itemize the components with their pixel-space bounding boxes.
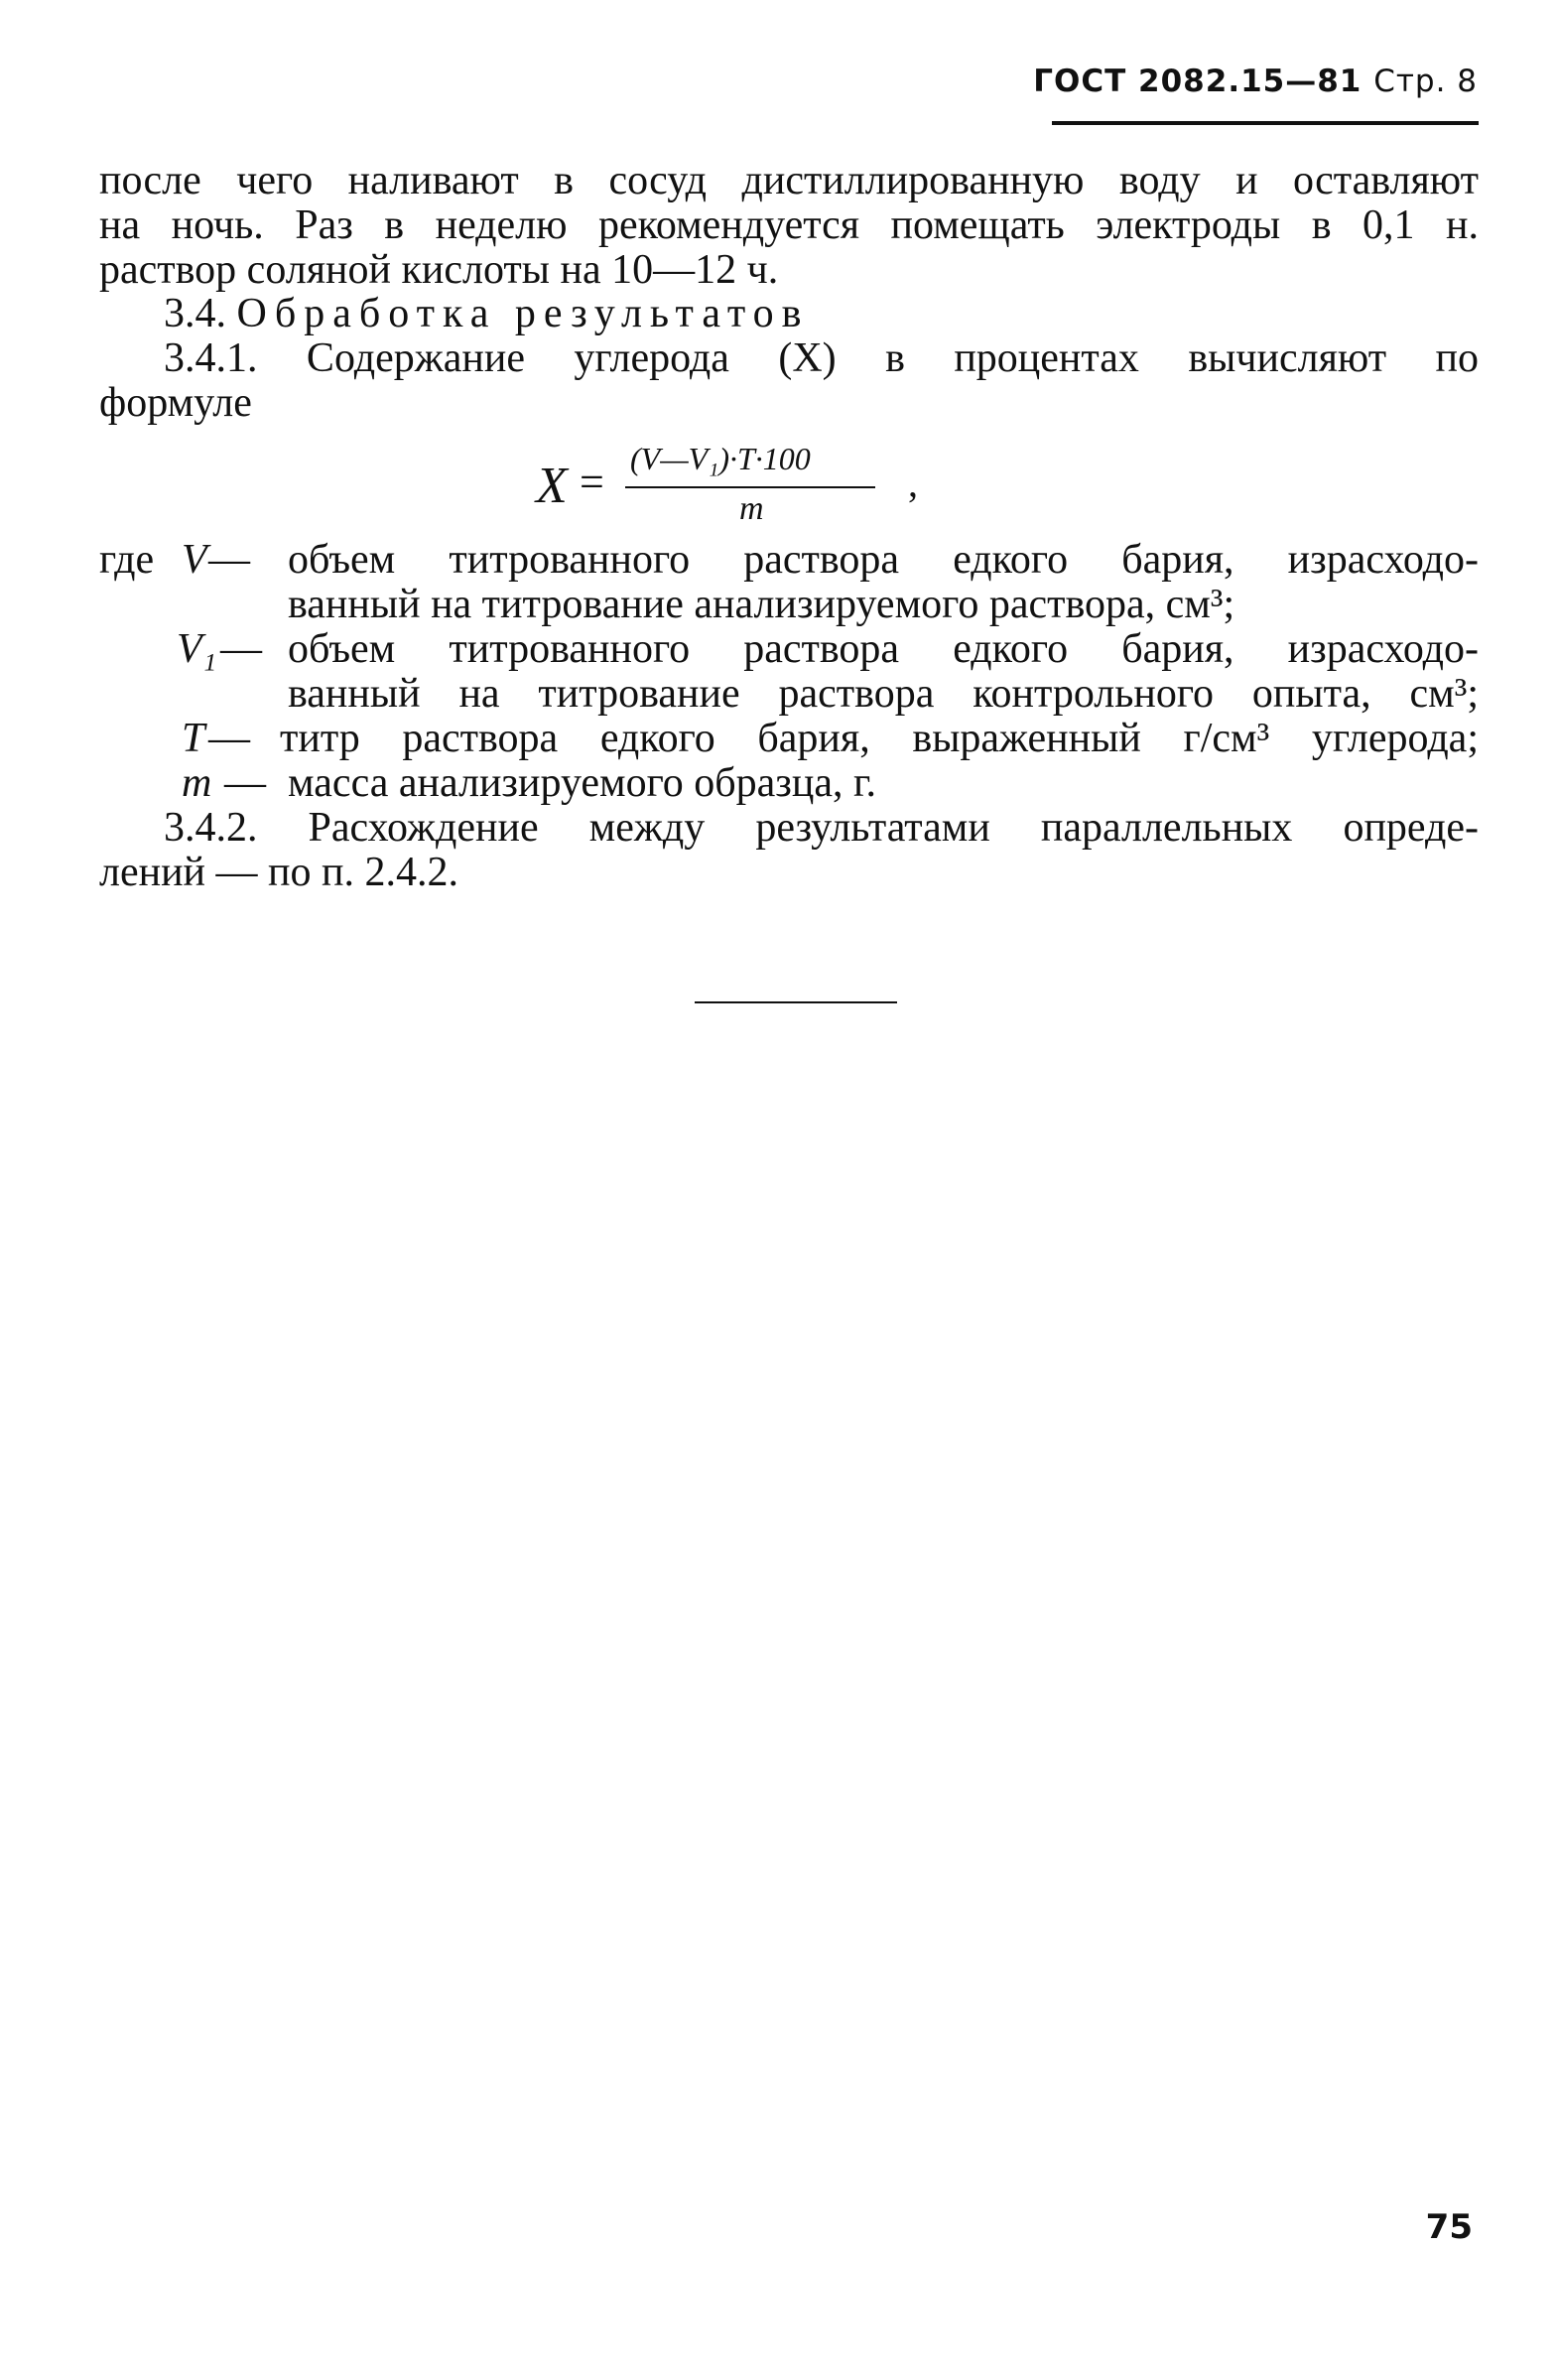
def-dash: — (208, 716, 250, 761)
def-v1-line-1: объем титрованного раствора едкого бария, израсходо- (288, 626, 1479, 672)
def-symbol-m: m (182, 760, 212, 806)
formula-denominator: m (739, 490, 764, 527)
def-v-line-2: ванный на титрование анализируемого раствора, см³; (288, 582, 1235, 627)
clause-3-4-2-line-1: 3.4.2. Расхождение между результатами параллельных опреде- (164, 805, 1479, 851)
formula-trailing-comma: , (908, 461, 918, 505)
fraction-bar (625, 486, 875, 488)
standard-code: ГОСТ 2082.15—81 (1033, 64, 1362, 99)
page-label: Стр. 8 (1373, 64, 1478, 99)
clause-3-4-2-line-2: лений — по п. 2.4.2. (99, 850, 458, 895)
paragraph-line-2: на ночь. Раз в неделю рекомендуется помещать электроды в 0,1 н. (99, 202, 1479, 248)
formula-equals: = (580, 458, 604, 506)
clause-3-4-1-line-2: формуле (99, 380, 252, 426)
def-symbol-v: V (182, 537, 207, 583)
section-title: Обработка результатов (236, 291, 810, 336)
def-symbol-v1: V₁ (177, 626, 217, 672)
header-rule (1052, 121, 1479, 125)
paragraph-line-3: раствор соляной кислоты на 10—12 ч. (99, 247, 779, 293)
section-number: 3.4. (164, 291, 226, 336)
def-v1-line-2: ванный на титрование раствора контрольного опыта, см³; (288, 671, 1479, 717)
where-label: где (99, 537, 155, 583)
def-m-line-1: масса анализируемого образца, г. (288, 760, 877, 806)
def-v-line-1: объем титрованного раствора едкого бария, израсходо- (288, 537, 1479, 583)
section-heading (164, 292, 810, 335)
def-dash: — (220, 626, 262, 672)
def-dash: — (208, 537, 250, 583)
def-t-line-1: титр раствора едкого бария, выраженный г/см³ углерода; (280, 716, 1479, 761)
clause-3-4-1-line-1: 3.4.1. Содержание углерода (X) в процентах вычисляют по (164, 335, 1479, 381)
def-dash: — (224, 760, 266, 806)
section-end-rule (695, 1001, 897, 1003)
running-header (1033, 64, 1478, 99)
page-number: 75 (1425, 2207, 1473, 2247)
paragraph-line-1: после чего наливают в сосуд дистиллированную воду и оставляют (99, 158, 1479, 203)
def-symbol-t: T (182, 716, 205, 761)
formula-lhs: X (536, 458, 568, 514)
formula-numerator: (V—V₁)·T·100 (630, 441, 811, 476)
